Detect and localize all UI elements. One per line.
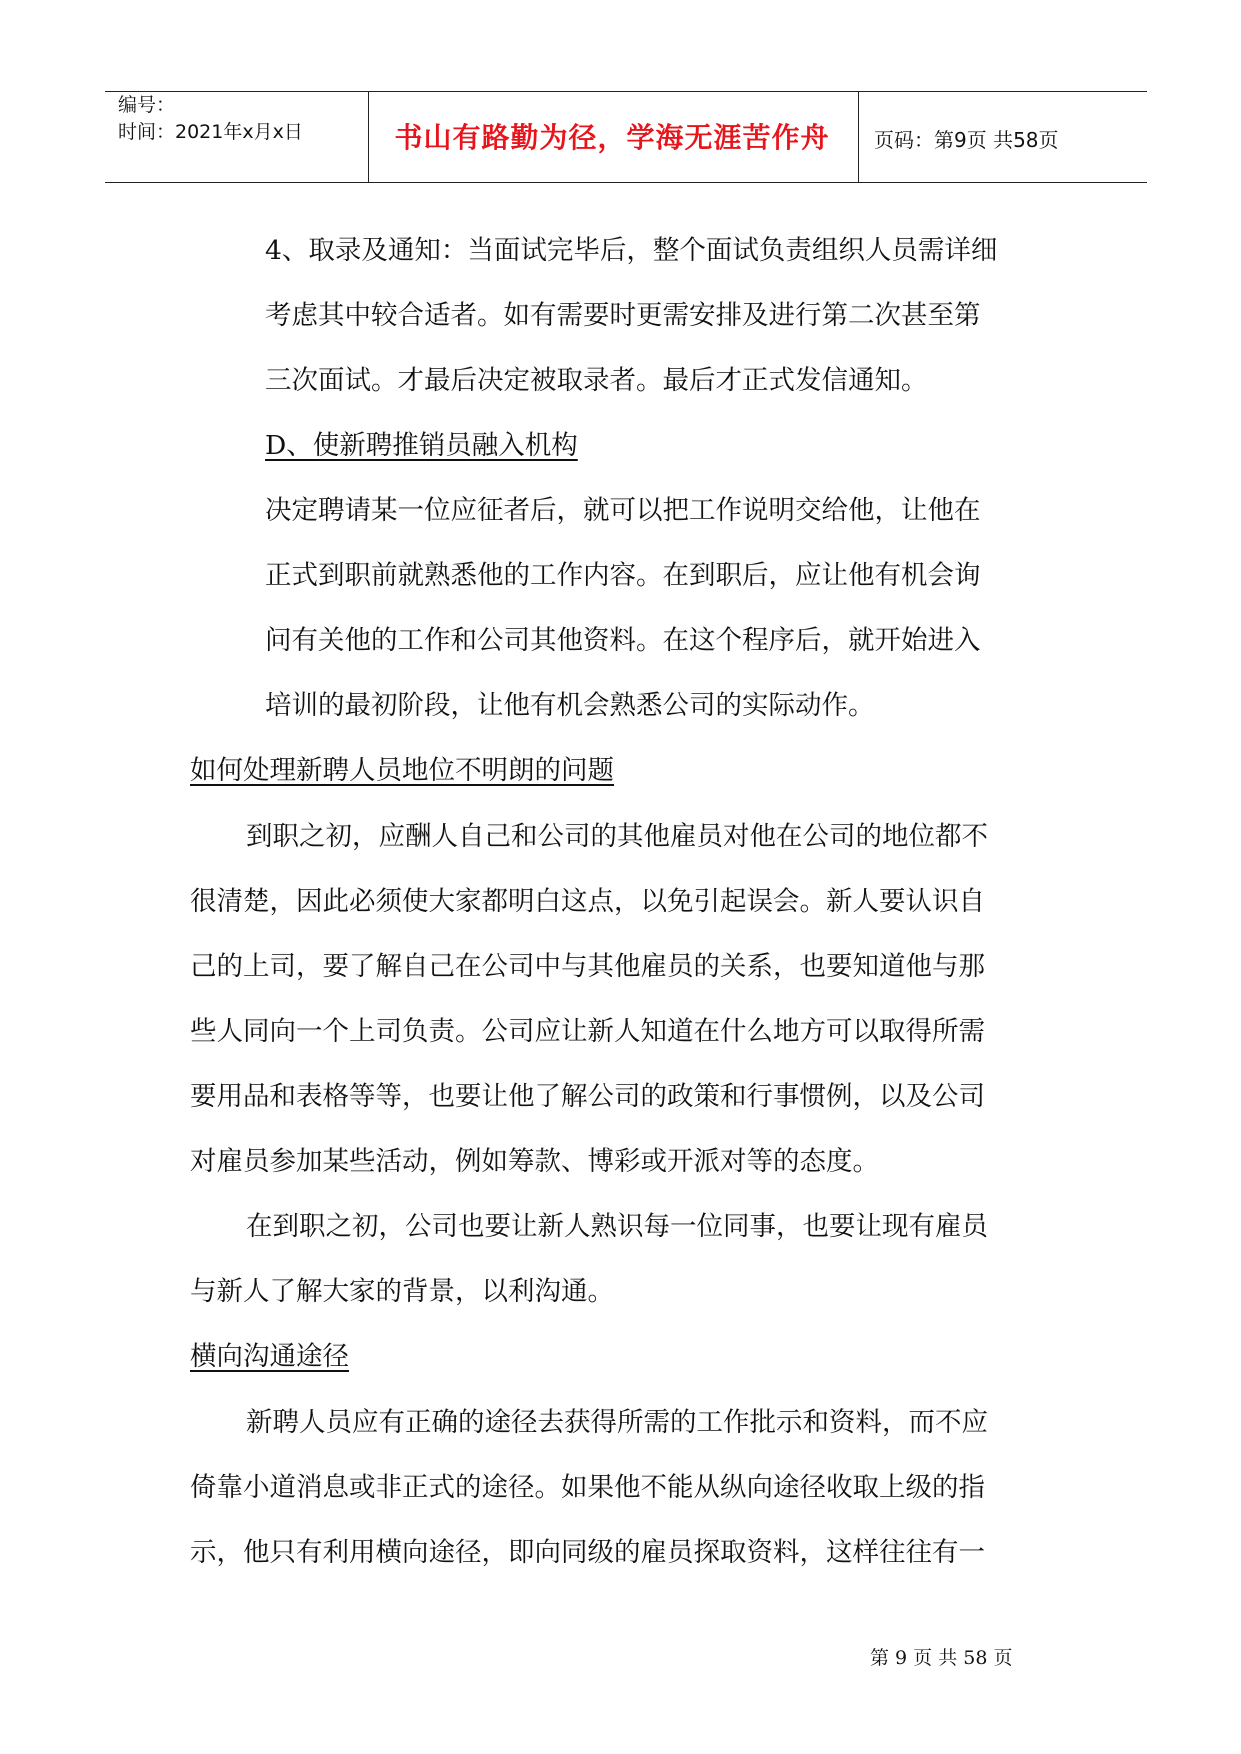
document-number-label: 编号： (118, 94, 176, 116)
body-line: 倚靠小道消息或非正式的途径。如果他不能从纵向途径收取上级的指 (190, 1472, 985, 1503)
body-line: 些人同向一个上司负责。公司应让新人知道在什么地方可以取得所需 (190, 1016, 985, 1047)
body-line: 培训的最初阶段，让他有机会熟悉公司的实际动作。 (265, 690, 875, 721)
body-line: 决定聘请某一位应征者后，就可以把工作说明交给他，让他在 (265, 495, 981, 526)
header-page-number: 页码：第9页 共58页 (874, 128, 1059, 152)
body-line: 己的上司，要了解自己在公司中与其他雇员的关系，也要知道他与那 (190, 951, 985, 982)
body-line: 问有关他的工作和公司其他资料。在这个程序后，就开始进入 (265, 625, 981, 656)
body-line: 在到职之初，公司也要让新人熟识每一位同事，也要让现有雇员 (246, 1211, 988, 1242)
body-line: 正式到职前就熟悉他的工作内容。在到职后，应让他有机会询 (265, 560, 981, 591)
body-line: 4、取录及通知：当面试完毕后，整个面试负责组织人员需详细 (265, 235, 998, 266)
section-heading: 横向沟通途径 (190, 1341, 349, 1372)
body-line: 对雇员参加某些活动，例如筹款、博彩或开派对等的态度。 (190, 1146, 879, 1177)
header-divider (368, 92, 369, 182)
body-line: 到职之初，应酬人自己和公司的其他雇员对他在公司的地位都不 (246, 821, 988, 852)
body-line: 新聘人员应有正确的途径去获得所需的工作批示和资料，而不应 (246, 1407, 988, 1438)
section-heading: 如何处理新聘人员地位不明朗的问题 (190, 755, 614, 786)
footer-page-number: 第 9 页 共 58 页 (870, 1647, 1013, 1669)
header-bottom-rule (105, 182, 1147, 183)
header-motto: 书山有路勤为径，学海无涯苦作舟 (394, 121, 830, 154)
document-time-label: 时间：2021年x月x日 (118, 121, 303, 143)
body-line: 三次面试。才最后决定被取录者。最后才正式发信通知。 (265, 365, 928, 396)
section-heading: D、使新聘推销员融入机构 (265, 430, 578, 461)
body-line: 示，他只有利用横向途径，即向同级的雇员探取资料，这样往往有一 (190, 1537, 985, 1568)
body-line: 考虑其中较合适者。如有需要时更需安排及进行第二次甚至第 (265, 300, 981, 331)
body-line: 很清楚，因此必须使大家都明白这点，以免引起误会。新人要认识自 (190, 886, 985, 917)
body-line: 与新人了解大家的背景，以利沟通。 (190, 1276, 614, 1307)
header-divider (858, 92, 859, 182)
header-meta (118, 92, 303, 146)
body-line: 要用品和表格等等，也要让他了解公司的政策和行事惯例，以及公司 (190, 1081, 985, 1112)
